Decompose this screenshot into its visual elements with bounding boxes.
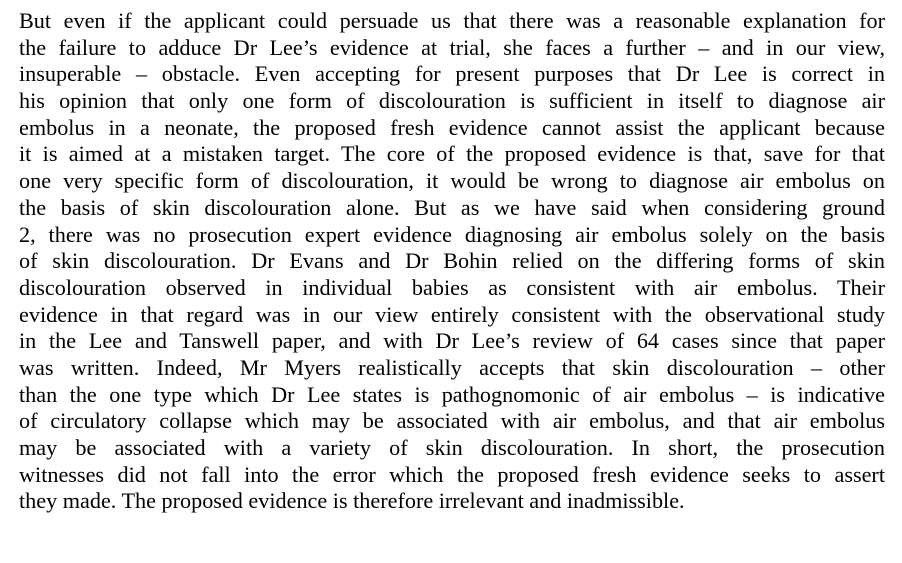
text-line: than the one type which Dr Lee states is pathognomonic of air embolus – is indicative xyxy=(19,381,885,407)
text-line: his opinion that only one form of discolouration is sufficient in itself to diagnose air xyxy=(19,88,885,114)
text-line-last: they made. The proposed evidence is therefore irrelevant and inadmissible. xyxy=(19,488,685,514)
text-line: was written. Indeed, Mr Myers realistically accepts that skin discolouration – other xyxy=(19,354,885,380)
text-line: in the Lee and Tanswell paper, and with Dr Lee’s review of 64 cases since that paper xyxy=(19,328,885,354)
text-line: may be associated with a variety of skin discolouration. In short, the prosecution xyxy=(19,435,885,460)
text-line: the basis of skin discolouration alone. But as we have said when considering ground xyxy=(19,194,885,220)
text-line: insuperable – obstacle. Even accepting for present purposes that Dr Lee is correct in xyxy=(19,61,885,87)
text-line: evidence in that regard was in our view entirely consistent with the observational study xyxy=(19,301,885,327)
judgment-paragraph xyxy=(19,8,885,515)
text-line: But even if the applicant could persuade us that there was a reasonable explanation for xyxy=(19,8,885,33)
text-line: of circulatory collapse which may be associated with air embolus, and that air embolus xyxy=(19,408,885,434)
text-line: witnesses did not fall into the error which the proposed fresh evidence seeks to assert xyxy=(19,461,885,487)
text-line: the failure to adduce Dr Lee’s evidence at trial, she faces a further – and in our view, xyxy=(19,34,885,60)
text-line: it is aimed at a mistaken target. The core of the proposed evidence is that, save for that xyxy=(19,141,885,167)
text-line: 2, there was no prosecution expert evidence diagnosing air embolus solely on the basis xyxy=(19,221,885,247)
text-line: embolus in a neonate, the proposed fresh evidence cannot assist the applicant because xyxy=(19,114,885,140)
text-line: of skin discolouration. Dr Evans and Dr Bohin relied on the differing forms of skin xyxy=(19,248,885,274)
text-line: discolouration observed in individual babies as consistent with air embolus. Their xyxy=(19,274,885,300)
text-line: one very specific form of discolouration, it would be wrong to diagnose air embolus on xyxy=(19,168,885,194)
